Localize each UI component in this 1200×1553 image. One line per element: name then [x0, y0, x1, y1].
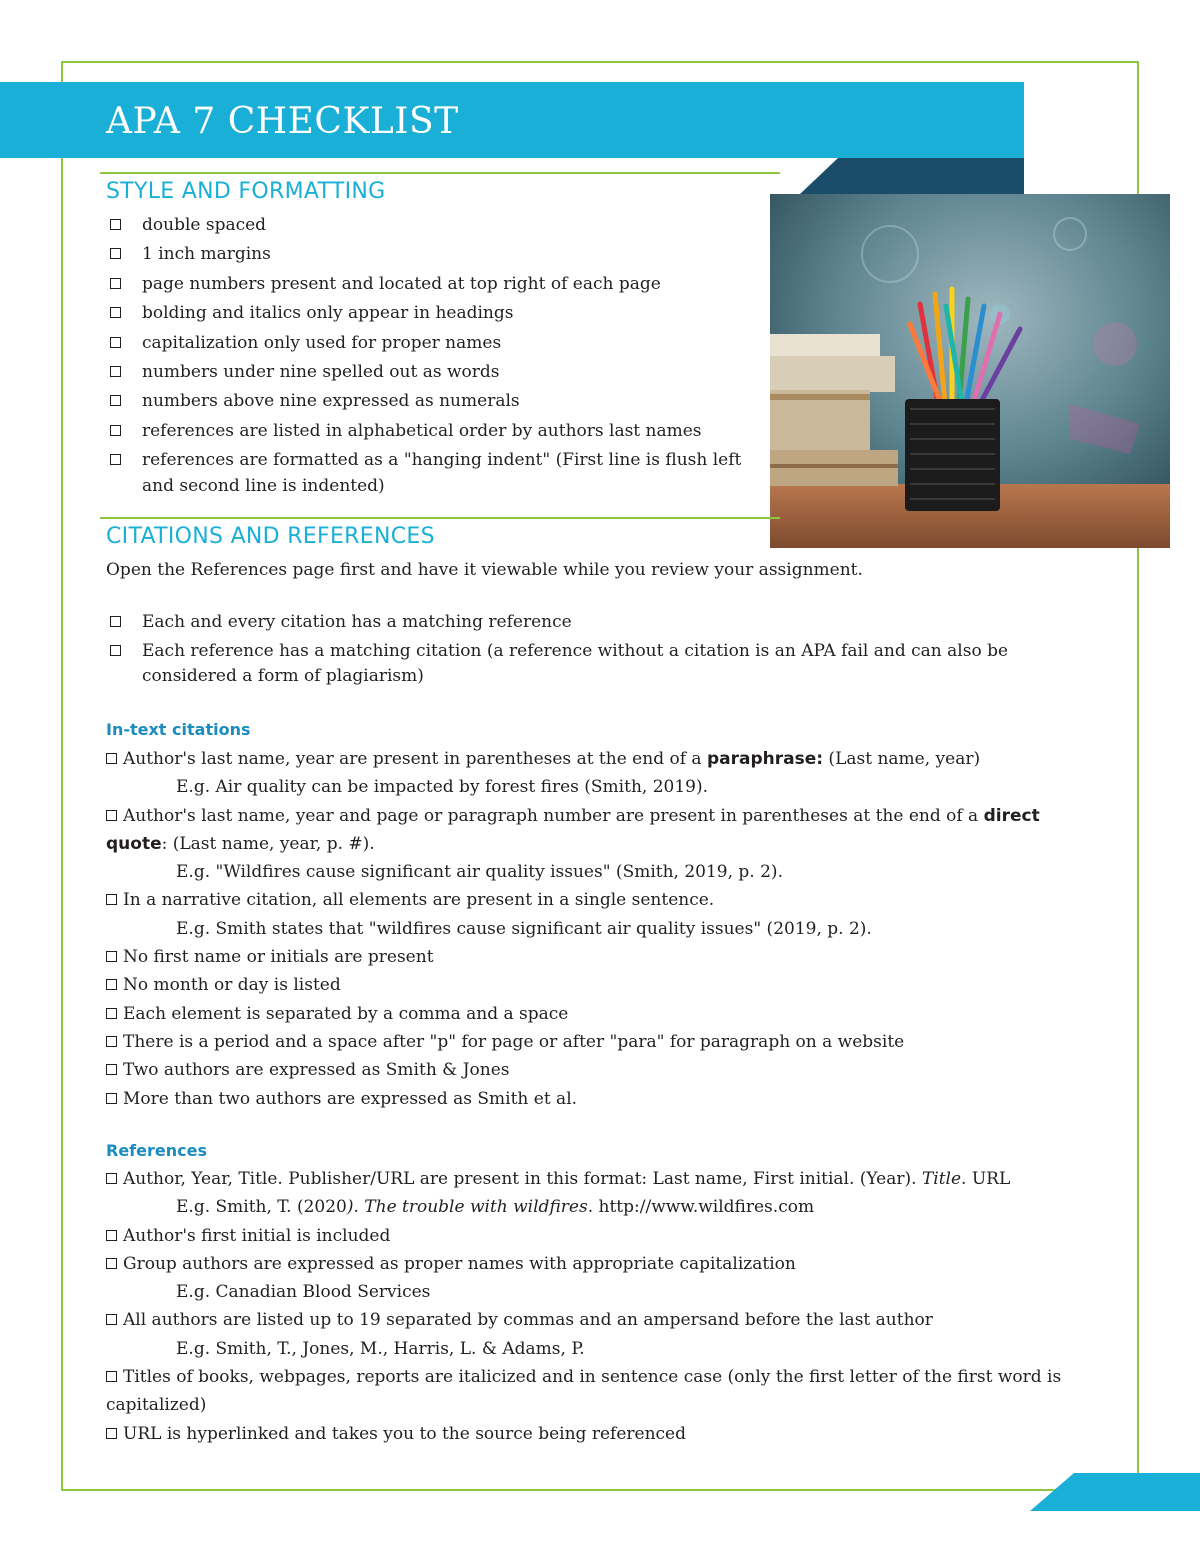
example-text: E.g. "Wildfires cause significant air quality issues" (Smith, 2019, p. 2).	[176, 862, 783, 883]
references-checklist	[106, 1165, 1091, 1448]
checklist-item[interactable]: More than two authors are expressed as Smith et al.	[106, 1085, 1091, 1113]
checkbox-icon[interactable]	[110, 454, 121, 465]
checklist-item[interactable]: No first name or initials are present	[106, 943, 1091, 971]
checkbox-icon[interactable]	[106, 1258, 117, 1269]
in-text-citations-heading: In-text citations	[106, 720, 251, 739]
checkbox-icon[interactable]	[106, 810, 117, 821]
checkbox-icon[interactable]	[106, 1371, 117, 1382]
page-title: APA 7 CHECKLIST	[106, 101, 459, 142]
checkbox-icon[interactable]	[110, 366, 121, 377]
checklist-item[interactable]: No month or day is listed	[106, 971, 1091, 999]
example-text: E.g. Smith, T. (2020). The trouble with wildfires. http://www.wildfires.com	[176, 1197, 815, 1218]
checkbox-icon[interactable]	[106, 1064, 117, 1075]
checklist-item[interactable]: Author, Year, Title. Publisher/URL are present in this format: Last name, First initial. (Year). Title. URL	[106, 1165, 1091, 1193]
checkbox-icon[interactable]	[110, 425, 121, 436]
checkbox-icon[interactable]	[110, 278, 121, 289]
checklist-item[interactable]: numbers under nine spelled out as words	[106, 360, 761, 386]
checkbox-icon[interactable]	[106, 1173, 117, 1184]
checkbox-icon[interactable]	[106, 753, 117, 764]
checklist-item[interactable]: Each element is separated by a comma and a space	[106, 1000, 1091, 1028]
heading-rule	[100, 172, 780, 174]
checklist-item[interactable]: There is a period and a space after "p" for page or after "para" for paragraph on a website	[106, 1028, 1091, 1056]
style-formatting-heading: STYLE AND FORMATTING	[106, 179, 386, 204]
checklist-item[interactable]: page numbers present and located at top right of each page	[106, 272, 761, 298]
checklist-item[interactable]: In a narrative citation, all elements are present in a single sentence.	[106, 886, 1091, 914]
checklist-item[interactable]: Titles of books, webpages, reports are italicized and in sentence case (only the first letter of the first word is capitalized)	[106, 1367, 1062, 1416]
checklist-item[interactable]: Author's last name, year are present in parentheses at the end of a paraphrase: (Last name, year)	[106, 745, 1091, 773]
in-text-checklist	[106, 745, 1091, 1113]
example-text: E.g. Canadian Blood Services	[176, 1282, 431, 1303]
heading-rule	[100, 517, 780, 519]
checklist-item[interactable]: Each reference has a matching citation (a reference without a citation is an APA fail and can also be considered a form of plagiarism)	[106, 639, 1091, 690]
checklist-item[interactable]: capitalization only used for proper names	[106, 331, 761, 357]
checkbox-icon[interactable]	[106, 1314, 117, 1325]
citations-list	[106, 610, 1091, 693]
example-text: E.g. Air quality can be impacted by forest fires (Smith, 2019).	[176, 777, 708, 798]
checkbox-icon[interactable]	[106, 894, 117, 905]
checklist-item[interactable]: double spaced	[106, 213, 761, 239]
checklist-item[interactable]: bolding and italics only appear in headings	[106, 301, 761, 327]
intro-text: Open the References page first and have it viewable while you review your assignment.	[106, 560, 863, 580]
checklist-item[interactable]: numbers above nine expressed as numerals	[106, 389, 761, 415]
checkbox-icon[interactable]	[106, 1093, 117, 1104]
checkbox-icon[interactable]	[106, 1008, 117, 1019]
checkbox-icon[interactable]	[106, 951, 117, 962]
references-heading: References	[106, 1141, 207, 1160]
checkbox-icon[interactable]	[110, 248, 121, 259]
checkbox-icon[interactable]	[106, 1230, 117, 1241]
checklist-item[interactable]: All authors are listed up to 19 separated by commas and an ampersand before the last author	[106, 1306, 1091, 1334]
style-formatting-list	[106, 213, 761, 503]
checkbox-icon[interactable]	[110, 645, 121, 656]
checklist-item[interactable]: Group authors are expressed as proper names with appropriate capitalization	[106, 1250, 1091, 1278]
banner-accent	[800, 158, 1024, 194]
checkbox-icon[interactable]	[110, 219, 121, 230]
checklist-item[interactable]: URL is hyperlinked and takes you to the source being referenced	[106, 1420, 1091, 1448]
checklist-item[interactable]: references are formatted as a "hanging indent" (First line is flush left and second line is indented)	[106, 448, 757, 499]
citations-references-heading: CITATIONS AND REFERENCES	[106, 524, 435, 549]
checklist-item[interactable]: Author's first initial is included	[106, 1222, 1091, 1250]
checkbox-icon[interactable]	[110, 616, 121, 627]
footer-accent	[1030, 1473, 1200, 1511]
checkbox-icon[interactable]	[110, 395, 121, 406]
checklist-item[interactable]: Each and every citation has a matching reference	[106, 610, 1091, 636]
checkbox-icon[interactable]	[106, 1428, 117, 1439]
example-text: E.g. Smith, T., Jones, M., Harris, L. & Adams, P.	[176, 1338, 585, 1359]
example-text: E.g. Smith states that "wildfires cause significant air quality issues" (2019, p. 2).	[176, 918, 872, 939]
checklist-item[interactable]: 1 inch margins	[106, 242, 761, 268]
checklist-item[interactable]: references are listed in alphabetical order by authors last names	[106, 419, 761, 445]
checklist-item[interactable]: Two authors are expressed as Smith & Jones	[106, 1056, 1091, 1084]
checkbox-icon[interactable]	[110, 337, 121, 348]
checklist-item[interactable]: Author's last name, year and page or paragraph number are present in parentheses at the end of a direct quote: (Last name, year, p. #).	[106, 805, 1040, 854]
checkbox-icon[interactable]	[106, 1036, 117, 1047]
checkbox-icon[interactable]	[110, 307, 121, 318]
books-pencils-photo	[770, 194, 1170, 548]
checkbox-icon[interactable]	[106, 979, 117, 990]
